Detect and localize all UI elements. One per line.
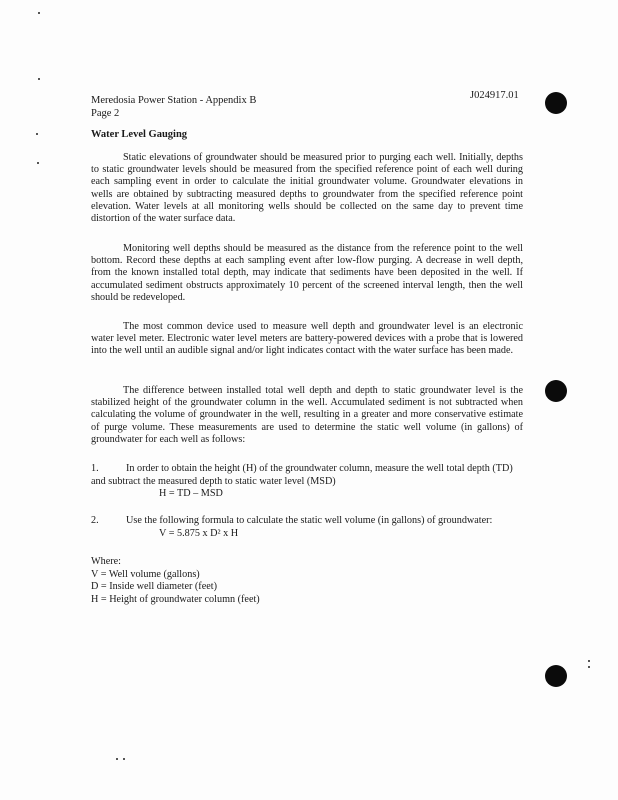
paragraph-static-elevations: Static elevations of groundwater should be measured prior to purging each well. Initially, depths to static groundwater levels should be measured from the specified reference point of each well during each sampling event in order to calculate the initial groundwater volume. Groundwater elevations in wells are obtained by subtracting measured depths to groundwater from the specified reference point elevation. Water levels at all monitoring wells should be collected on the same day to prevent time distortion of the water surface data. — [91, 152, 523, 225]
step-formula: H = TD – MSD — [159, 488, 223, 499]
step-text: Use the following formula to calculate the static well volume (in gallons) of groundwater: — [126, 515, 493, 526]
scan-speck — [37, 162, 39, 164]
definition-line: V = Well volume (gallons) — [91, 568, 200, 580]
document-id: J024917.01 — [470, 90, 519, 101]
scan-speck — [36, 133, 38, 135]
punch-hole-top — [545, 92, 567, 114]
step-item — [91, 515, 523, 540]
paragraph-measuring-device: The most common device used to measure well depth and groundwater level is an electronic water level meter. Electronic water level meters are battery-powered devices with a probe that is lowered into the well until an audible signal and/or light indicates contact with the water surface has been made. — [91, 321, 523, 357]
section-heading: Water Level Gauging — [91, 129, 188, 140]
scan-speck — [38, 78, 40, 80]
page-number: Page 2 — [91, 108, 120, 119]
step-number: 2. — [91, 515, 99, 526]
step-number: 1. — [91, 463, 99, 474]
punch-hole-bottom — [545, 665, 567, 687]
step-item — [91, 463, 523, 501]
scan-speck — [123, 758, 125, 760]
where-label: Where: — [91, 556, 121, 567]
variable-definitions — [91, 556, 260, 606]
definition-line: D = Inside well diameter (feet) — [91, 581, 217, 592]
scan-speck — [116, 758, 118, 760]
definition-line: H = Height of groundwater column (feet) — [91, 593, 260, 605]
paragraph-well-depths: Monitoring well depths should be measured as the distance from the reference point to the well bottom. Record these depths at each sampling event after low-flow purging. A decrease in well depth, from the known installed total depth, may indicate that sediments have been deposited in the well. If accumulated sediment obstructs approximately 10 percent of the screened interval length, then the well should be redeveloped. — [91, 243, 523, 303]
step-formula: V = 5.875 x D² x H — [159, 527, 239, 539]
step-text: In order to obtain the height (H) of the groundwater column, measure the well total depth (TD) and subtract the measured depth to static water level (MSD) — [91, 463, 513, 487]
document-header — [91, 94, 256, 120]
punch-hole-middle — [545, 380, 567, 402]
document-title: Meredosia Power Station - Appendix B — [91, 95, 257, 106]
paragraph-groundwater-column: The difference between installed total well depth and depth to static groundwater level is the stabilized height of the groundwater column in the well. Accumulated sediment is not subtracted when calculating the volume of groundwater in the well, resulting in a greater and more conservative estimate of purge volume. These measurements are used to determine the static well volume (in gallons) of groundwater for each well as follows: — [91, 385, 523, 445]
scan-speck — [588, 660, 590, 662]
scan-speck — [588, 666, 590, 668]
scan-speck — [38, 12, 40, 14]
